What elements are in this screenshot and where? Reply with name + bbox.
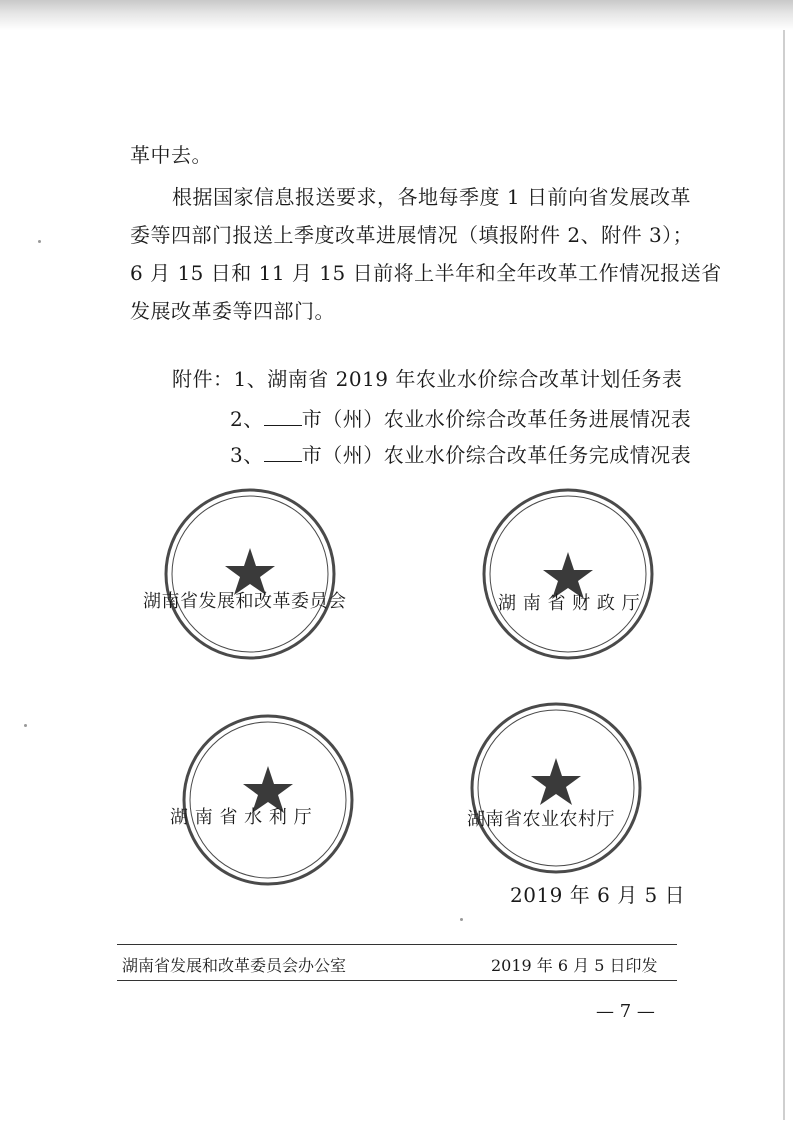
attachment-blank (264, 443, 302, 462)
attachment-item-3 (230, 440, 691, 470)
attachment-num: 3、 (230, 443, 264, 467)
signatory-czt: 湖 南 省 财 政 厅 (498, 593, 641, 614)
signatory-nynct: 湖南省农业农村厅 (467, 809, 615, 830)
official-seal-icon (480, 486, 656, 662)
attachment-num: 1、 (233, 367, 268, 391)
attachment-item-2 (230, 404, 691, 434)
seal-nynct (468, 700, 644, 876)
paragraph-line-2: 委等四部门报送上季度改革进展情况（填报附件 2、附件 3）； (130, 223, 694, 247)
attachment-num: 2、 (230, 407, 264, 431)
signatory-slt: 湖 南 省 水 利 厅 (170, 807, 313, 828)
official-seal-icon (162, 486, 338, 662)
paragraph-tail: 革中去。 (130, 143, 212, 167)
page-number: — 7 — (596, 1001, 655, 1022)
official-seal-icon (468, 700, 644, 876)
attachment-item-1 (172, 364, 682, 394)
attachment-text: 市（州）农业水价综合改革任务完成情况表 (301, 443, 692, 467)
scan-speck (24, 724, 27, 727)
scan-speck (460, 918, 463, 921)
official-seal-icon (180, 712, 356, 888)
document-date: 2019 年 6 月 5 日 (510, 883, 686, 907)
attachment-label: 附件： (172, 367, 234, 391)
scan-edge-right (783, 30, 785, 1120)
paragraph-line-4: 发展改革委等四部门。 (130, 299, 335, 323)
footer-issuer: 湖南省发展和改革委员会办公室 (122, 956, 347, 975)
scan-speck (38, 240, 41, 243)
footer-rule-bottom (117, 980, 677, 981)
attachment-text: 湖南省 2019 年农业水价综合改革计划任务表 (267, 367, 683, 391)
paragraph-line-1: 根据国家信息报送要求，各地每季度 1 日前向省发展改革 (172, 185, 691, 209)
paragraph-line-3: 6 月 15 日和 11 月 15 日前将上半年和全年改革工作情况报送省 (130, 261, 722, 285)
footer-rule-top (117, 944, 677, 945)
seal-fgw (162, 486, 338, 662)
seal-czt (480, 486, 656, 662)
attachment-text: 市（州）农业水价综合改革任务进展情况表 (301, 407, 692, 431)
scan-edge-top (0, 0, 793, 30)
signatory-fgw: 湖南省发展和改革委员会 (143, 591, 347, 612)
attachment-blank (264, 407, 302, 426)
footer-print-date: 2019 年 6 月 5 日印发 (491, 956, 658, 975)
seal-slt (180, 712, 356, 888)
